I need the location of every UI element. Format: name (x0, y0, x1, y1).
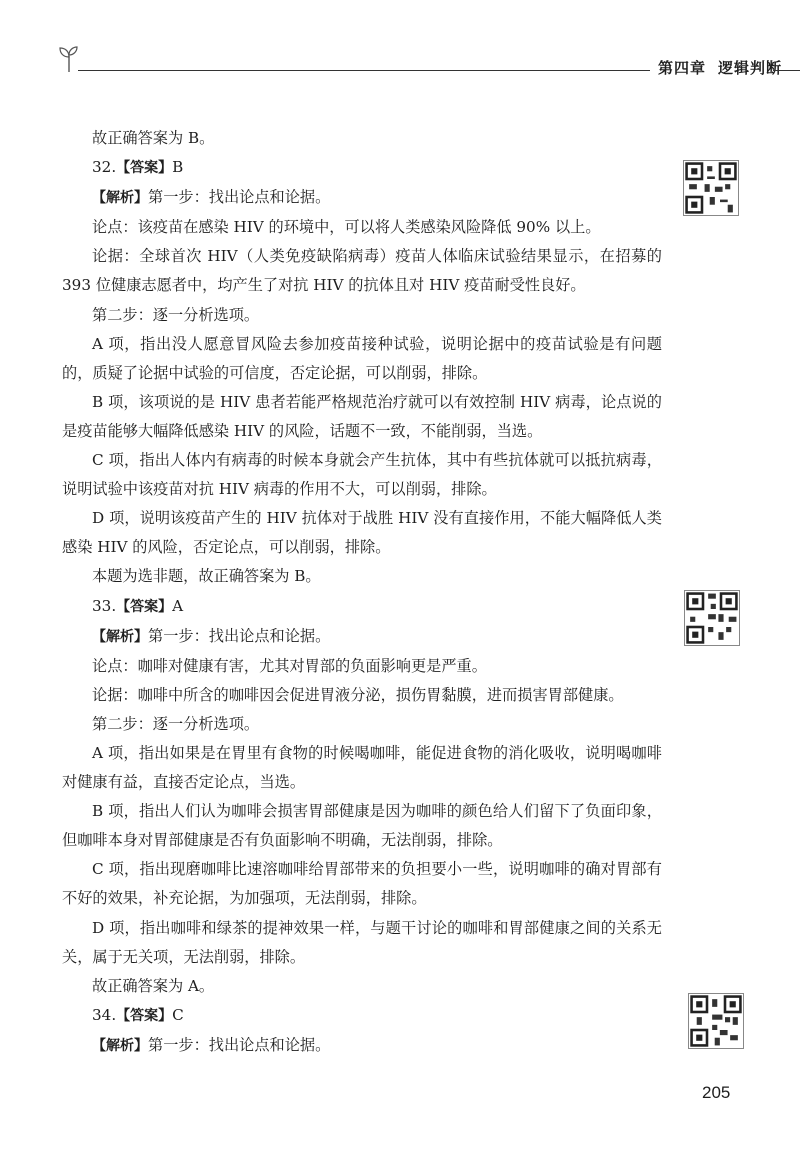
q32-number: 32. (92, 158, 117, 177)
q33-analysis-line (62, 622, 662, 652)
q33-option-b: B 项，指出人们认为咖啡会损害胃部健康是因为咖啡的颜色给人们留下了负面印象，但咖啡本身对胃部健康是否有负面影响不明确，无法削弱，排除。 (62, 802, 662, 850)
q31-conclusion: 故正确答案为 B。 (92, 129, 215, 147)
qr-code-icon (688, 993, 744, 1049)
q33-evidence: 论据：咖啡中所含的咖啡因会促进胃液分泌，损伤胃黏膜，进而损害胃部健康。 (92, 685, 624, 704)
qr-code-icon (684, 590, 740, 646)
q33-conclusion: 故正确答案为 A。 (92, 976, 215, 995)
q32-answer: B (172, 158, 184, 177)
q33-option-a: A 项，指出如果是在胃里有食物的时候喝咖啡，能促进食物的消化吸收，说明喝咖啡对健康有益，直接否定论点，当选。 (62, 743, 662, 792)
q33-step1: 第一步：找出论点和论据。 (148, 626, 331, 645)
analysis-label: 【解析】 (92, 1037, 148, 1054)
analysis-label: 【解析】 (92, 628, 148, 645)
q32-conclusion: 本题为选非题，故正确答案为 B。 (92, 567, 321, 586)
answer-label: 【答案】 (116, 1007, 173, 1024)
page-number: 205 (702, 1083, 731, 1102)
q33-option-c: C 项，指出现磨咖啡比速溶咖啡给胃部带来的负担要小一些，说明咖啡的确对胃部有不好的效果，补充论据，为加强项，无法削弱，排除。 (62, 860, 662, 908)
q34-answer: C (172, 1005, 184, 1024)
q33-argument: 论点：咖啡对健康有害，尤其对胃部的负面影响更是严重。 (92, 656, 487, 675)
q33-number: 33. (92, 596, 117, 615)
chapter-name: 逻辑判断 (718, 59, 783, 77)
q33-answer: A (172, 596, 184, 615)
qr-code-icon (683, 160, 739, 216)
q32-evidence: 论据：全球首次 HIV（人类免疫缺陷病毒）疫苗人体临床试验结果显示，在招募的 393 位健康志愿者中，均产生了对抗 HIV 的抗体且对 HIV 疫苗耐受性良好。 (62, 247, 662, 295)
answer-label: 【答案】 (116, 598, 173, 615)
q34-number: 34. (92, 1005, 117, 1024)
q32-option-d: D 项，说明该疫苗产生的 HIV 抗体对于战胜 HIV 没有直接作用，不能大幅降低人类感染 HIV 的风险，否定论点，可以削弱，排除。 (62, 509, 662, 557)
q34-step1: 第一步：找出论点和论据。 (148, 1035, 331, 1054)
q32-step2: 第二步：逐一分析选项。 (92, 305, 260, 324)
answer-content (62, 124, 662, 1061)
q32-option-b: B 项，该项说的是 HIV 患者若能严格规范治疗就可以有效控制 HIV 病毒，论点说的是疫苗能够大幅降低感染 HIV 的风险，话题不一致，不能削弱，当选。 (62, 392, 662, 440)
header-rule (78, 70, 650, 71)
q32-argument: 论点：该疫苗在感染 HIV 的环境中，可以将人类感染风险降低 90% 以上。 (92, 218, 601, 237)
q33-step2: 第二步：逐一分析选项。 (92, 714, 260, 733)
chapter-number: 第四章 (658, 59, 707, 77)
answer-label: 【答案】 (116, 160, 173, 177)
q32-option-a: A 项，指出没人愿意冒风险去参加疫苗接种试验，说明论据中的疫苗试验是有问题的，质疑了论据中试验的可信度，否定论据，可以削弱，排除。 (62, 334, 662, 382)
q33-option-d: D 项，指出咖啡和绿茶的提神效果一样，与题干讨论的咖啡和胃部健康之间的关系无关，属于无关项，无法削弱，排除。 (62, 918, 662, 966)
q32-step1: 第一步：找出论点和论据。 (148, 188, 331, 207)
sprout-icon (58, 44, 80, 74)
analysis-label: 【解析】 (92, 190, 148, 207)
page-header (58, 44, 800, 84)
q34-analysis-line (62, 1031, 662, 1061)
q32-analysis-line (62, 183, 662, 213)
q33-answer-line (62, 592, 662, 622)
q34-answer-line (62, 1001, 662, 1031)
q32-option-c: C 项，指出人体内有病毒的时候本身就会产生抗体，其中有些抗体就可以抵抗病毒，说明试验中该疫苗对抗 HIV 病毒的作用不大，可以削弱，排除。 (62, 451, 662, 499)
header-rule-right (773, 70, 800, 71)
chapter-title (658, 57, 794, 78)
q32-answer-line (62, 153, 662, 183)
